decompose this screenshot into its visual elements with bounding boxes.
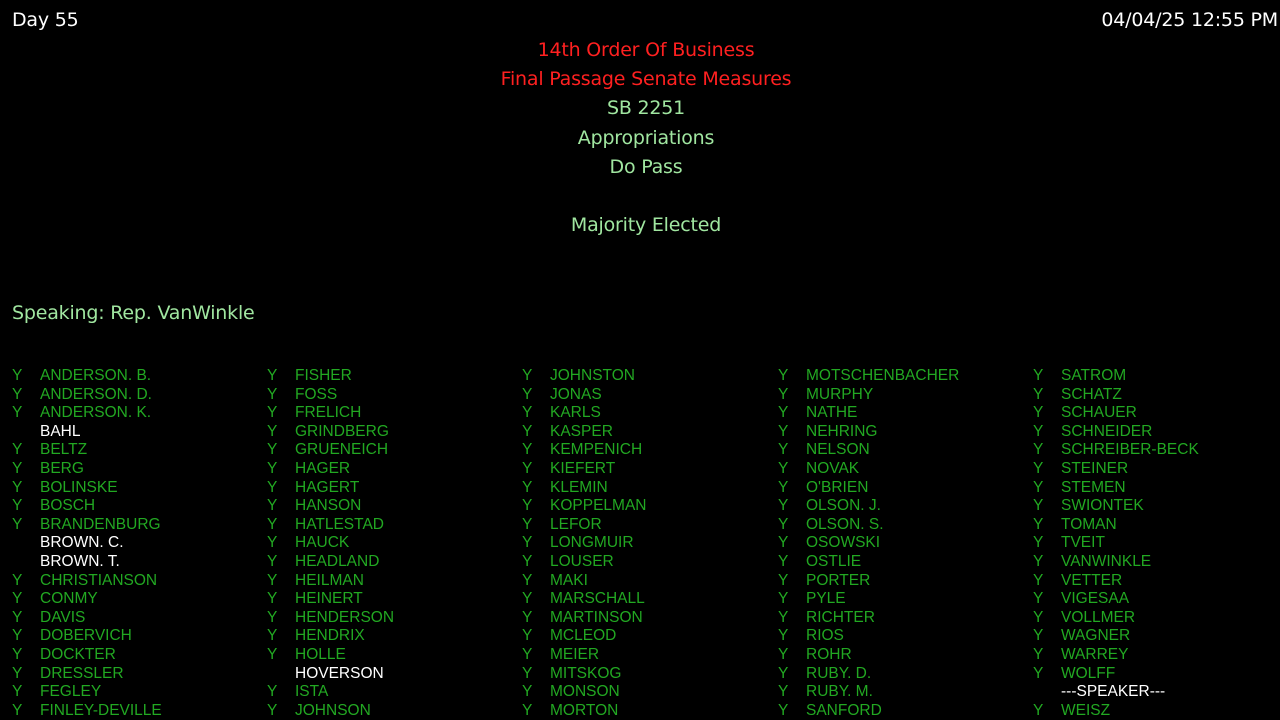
member-name: WARREY bbox=[1061, 645, 1129, 663]
vote-indicator: Y bbox=[1033, 422, 1044, 440]
member-name: NOVAK bbox=[806, 459, 860, 477]
vote-indicator: Y bbox=[1033, 571, 1044, 589]
vote-indicator: Y bbox=[522, 590, 533, 608]
vote-indicator: Y bbox=[1033, 701, 1044, 719]
vote-indicator: Y bbox=[778, 441, 789, 459]
vote-indicator: Y bbox=[1033, 664, 1044, 682]
vote-indicator: Y bbox=[522, 664, 533, 682]
vote-indicator: Y bbox=[1033, 385, 1044, 403]
vote-indicator: Y bbox=[1033, 404, 1044, 422]
vote-indicator: Y bbox=[267, 459, 278, 477]
member-name: ---SPEAKER--- bbox=[1061, 683, 1166, 701]
member-name: DAVIS bbox=[40, 608, 86, 626]
member-name: BROWN. C. bbox=[40, 534, 124, 552]
member-name: BRANDENBURG bbox=[40, 515, 161, 533]
vote-indicator: Y bbox=[12, 385, 23, 403]
member-name: KARLS bbox=[550, 404, 601, 422]
member-name: PORTER bbox=[806, 571, 871, 589]
session-day: Day 55 bbox=[12, 9, 79, 31]
vote-indicator: Y bbox=[267, 608, 278, 626]
member-name: VETTER bbox=[1061, 571, 1123, 589]
member-name: WEISZ bbox=[1061, 701, 1111, 719]
member-name: MARTINSON bbox=[550, 608, 643, 626]
member-name: HOVERSON bbox=[295, 664, 384, 682]
member-name: LONGMUIR bbox=[550, 534, 634, 552]
member-name: O'BRIEN bbox=[806, 478, 869, 496]
member-name: SCHNEIDER bbox=[1061, 422, 1153, 440]
vote-indicator: Y bbox=[778, 367, 789, 384]
member-name: KASPER bbox=[550, 422, 613, 440]
member-name: JOHNSTON bbox=[550, 367, 635, 384]
vote-indicator: Y bbox=[12, 683, 23, 701]
member-name: MCLEOD bbox=[550, 627, 617, 645]
vote-indicator: Y bbox=[267, 441, 278, 459]
member-name: DRESSLER bbox=[40, 664, 124, 682]
member-name: PYLE bbox=[806, 590, 846, 608]
vote-indicator: Y bbox=[778, 478, 789, 496]
vote-indicator: Y bbox=[12, 664, 23, 682]
member-name: TVEIT bbox=[1061, 534, 1105, 552]
vote-indicator: Y bbox=[267, 534, 278, 552]
member-name: VIGESAA bbox=[1061, 590, 1130, 608]
vote-indicator: Y bbox=[778, 590, 789, 608]
member-name: HANSON bbox=[295, 497, 362, 515]
vote-indicator: Y bbox=[522, 422, 533, 440]
vote-indicator: Y bbox=[267, 683, 278, 701]
member-name: OLSON. J. bbox=[806, 497, 881, 515]
member-name: WOLFF bbox=[1061, 664, 1116, 682]
vote-indicator: Y bbox=[267, 571, 278, 589]
vote-indicator: Y bbox=[522, 404, 533, 422]
order-of-business: 14th Order Of Business bbox=[537, 39, 755, 61]
vote-indicator: Y bbox=[267, 478, 278, 496]
member-name: KLEMIN bbox=[550, 478, 608, 496]
vote-indicator: Y bbox=[1033, 367, 1044, 384]
member-name: RUBY. M. bbox=[806, 683, 873, 701]
vote-indicator: Y bbox=[1033, 608, 1044, 626]
member-name: HATLESTAD bbox=[295, 515, 384, 533]
vote-indicator: Y bbox=[1033, 552, 1044, 570]
member-name: JOHNSON bbox=[295, 701, 371, 719]
vote-indicator: Y bbox=[778, 515, 789, 533]
member-name: HENDRIX bbox=[295, 627, 365, 645]
vote-indicator: Y bbox=[267, 590, 278, 608]
vote-indicator: Y bbox=[778, 571, 789, 589]
member-name: FISHER bbox=[295, 367, 352, 384]
vote-indicator: Y bbox=[12, 478, 23, 496]
vote-indicator: Y bbox=[1033, 627, 1044, 645]
vote-indicator: Y bbox=[12, 497, 23, 515]
member-name: NEHRING bbox=[806, 422, 878, 440]
vote-indicator: Y bbox=[522, 367, 533, 384]
member-name: MURPHY bbox=[806, 385, 874, 403]
member-name: JONAS bbox=[550, 385, 602, 403]
vote-indicator: Y bbox=[778, 627, 789, 645]
committee: Appropriations bbox=[577, 127, 715, 149]
member-name: MAKI bbox=[550, 571, 588, 589]
member-name: HEINERT bbox=[295, 590, 363, 608]
member-name: RIOS bbox=[806, 627, 844, 645]
member-name: FOSS bbox=[295, 385, 338, 403]
member-name: NELSON bbox=[806, 441, 870, 459]
member-name: STEMEN bbox=[1061, 478, 1126, 496]
member-name: HEILMAN bbox=[295, 571, 364, 589]
vote-indicator: Y bbox=[522, 608, 533, 626]
member-name: ANDERSON. D. bbox=[40, 385, 152, 403]
member-name: HAGERT bbox=[295, 478, 360, 496]
member-name: MARSCHALL bbox=[550, 590, 645, 608]
vote-indicator: Y bbox=[12, 627, 23, 645]
member-name: LOUSER bbox=[550, 552, 614, 570]
vote-indicator: Y bbox=[12, 571, 23, 589]
vote-indicator: Y bbox=[267, 627, 278, 645]
member-name: BERG bbox=[40, 459, 84, 477]
member-name: SCHAUER bbox=[1061, 404, 1137, 422]
vote-indicator: Y bbox=[267, 385, 278, 403]
vote-indicator: Y bbox=[267, 404, 278, 422]
vote-indicator: Y bbox=[778, 683, 789, 701]
member-name: FEGLEY bbox=[40, 683, 102, 701]
order-description: Final Passage Senate Measures bbox=[500, 68, 792, 90]
member-name: SATROM bbox=[1061, 367, 1127, 384]
vote-indicator: Y bbox=[12, 459, 23, 477]
vote-indicator: Y bbox=[522, 385, 533, 403]
member-name: DOBERVICH bbox=[40, 627, 132, 645]
member-name: ROHR bbox=[806, 645, 852, 663]
member-name: ANDERSON. B. bbox=[40, 367, 152, 384]
bill-number: SB 2251 bbox=[606, 97, 686, 119]
vote-indicator: Y bbox=[778, 608, 789, 626]
vote-indicator: Y bbox=[12, 645, 23, 663]
vote-indicator: Y bbox=[1033, 478, 1044, 496]
member-name: BOSCH bbox=[40, 497, 96, 515]
member-name: SWIONTEK bbox=[1061, 497, 1144, 515]
member-name: OLSON. S. bbox=[806, 515, 884, 533]
member-name: SCHREIBER-BECK bbox=[1061, 441, 1199, 459]
vote-indicator: Y bbox=[778, 701, 789, 719]
date-time: 04/04/25 12:55 PM bbox=[1101, 9, 1278, 31]
vote-indicator: Y bbox=[522, 645, 533, 663]
member-name: SANFORD bbox=[806, 701, 882, 719]
vote-indicator: Y bbox=[778, 664, 789, 682]
vote-indicator: Y bbox=[12, 441, 23, 459]
vote-indicator: Y bbox=[522, 497, 533, 515]
member-name: CHRISTIANSON bbox=[40, 571, 158, 589]
vote-indicator: Y bbox=[1033, 645, 1044, 663]
vote-indicator: Y bbox=[778, 404, 789, 422]
member-name: MONSON bbox=[550, 683, 620, 701]
member-name: MOTSCHENBACHER bbox=[806, 367, 960, 384]
vote-requirement: Majority Elected bbox=[570, 214, 722, 236]
vote-indicator: Y bbox=[522, 683, 533, 701]
member-name: STEINER bbox=[1061, 459, 1129, 477]
vote-indicator: Y bbox=[522, 701, 533, 719]
member-name: RICHTER bbox=[806, 608, 875, 626]
vote-indicator: Y bbox=[1033, 441, 1044, 459]
member-name: FINLEY-DEVILLE bbox=[40, 701, 162, 719]
member-name: GRUENEICH bbox=[295, 441, 389, 459]
vote-indicator: Y bbox=[267, 422, 278, 440]
vote-indicator: Y bbox=[778, 534, 789, 552]
member-name: GRINDBERG bbox=[295, 422, 389, 440]
vote-indicator: Y bbox=[267, 515, 278, 533]
vote-indicator: Y bbox=[778, 459, 789, 477]
vote-indicator: Y bbox=[522, 627, 533, 645]
vote-indicator: Y bbox=[778, 422, 789, 440]
vote-indicator: Y bbox=[522, 552, 533, 570]
member-name: HENDERSON bbox=[295, 608, 395, 626]
vote-indicator: Y bbox=[778, 645, 789, 663]
member-name: RUBY. D. bbox=[806, 664, 872, 682]
vote-indicator: Y bbox=[1033, 515, 1044, 533]
member-name: TOMAN bbox=[1061, 515, 1117, 533]
vote-indicator: Y bbox=[267, 701, 278, 719]
vote-indicator: Y bbox=[522, 534, 533, 552]
member-name: BAHL bbox=[40, 422, 81, 440]
vote-indicator: Y bbox=[12, 367, 23, 384]
vote-indicator: Y bbox=[267, 497, 278, 515]
member-name: SCHATZ bbox=[1061, 385, 1122, 403]
member-name: WAGNER bbox=[1061, 627, 1131, 645]
member-name: ISTA bbox=[295, 683, 329, 701]
vote-indicator: Y bbox=[1033, 459, 1044, 477]
vote-indicator: Y bbox=[522, 571, 533, 589]
member-name: HEADLAND bbox=[295, 552, 380, 570]
member-name: OSOWSKI bbox=[806, 534, 881, 552]
member-name: ANDERSON. K. bbox=[40, 404, 152, 422]
vote-indicator: Y bbox=[12, 404, 23, 422]
vote-indicator: Y bbox=[12, 701, 23, 719]
vote-indicator: Y bbox=[1033, 590, 1044, 608]
vote-indicator: Y bbox=[267, 367, 278, 384]
member-name: MORTON bbox=[550, 701, 619, 719]
vote-indicator: Y bbox=[267, 552, 278, 570]
member-name: MEIER bbox=[550, 645, 600, 663]
member-name: VANWINKLE bbox=[1061, 552, 1152, 570]
vote-indicator: Y bbox=[267, 645, 278, 663]
vote-indicator: Y bbox=[522, 515, 533, 533]
vote-indicator: Y bbox=[12, 590, 23, 608]
member-name: VOLLMER bbox=[1061, 608, 1136, 626]
vote-indicator: Y bbox=[12, 515, 23, 533]
vote-indicator: Y bbox=[12, 608, 23, 626]
vote-indicator: Y bbox=[778, 497, 789, 515]
member-name: KIEFERT bbox=[550, 459, 616, 477]
member-name: BELTZ bbox=[40, 441, 88, 459]
recommendation: Do Pass bbox=[609, 156, 683, 178]
member-name: MITSKOG bbox=[550, 664, 622, 682]
vote-indicator: Y bbox=[522, 459, 533, 477]
member-name: DOCKTER bbox=[40, 645, 116, 663]
vote-indicator: Y bbox=[522, 478, 533, 496]
member-name: HAUCK bbox=[295, 534, 350, 552]
member-name: HAGER bbox=[295, 459, 351, 477]
member-name: LEFOR bbox=[550, 515, 602, 533]
speaking-member: Speaking: Rep. VanWinkle bbox=[12, 302, 255, 324]
member-name: BOLINSKE bbox=[40, 478, 118, 496]
member-name: NATHE bbox=[806, 404, 858, 422]
vote-indicator: Y bbox=[522, 441, 533, 459]
vote-indicator: Y bbox=[1033, 497, 1044, 515]
vote-indicator: Y bbox=[1033, 534, 1044, 552]
vote-indicator: Y bbox=[778, 385, 789, 403]
member-name: BROWN. T. bbox=[40, 552, 120, 570]
member-name: HOLLE bbox=[295, 645, 346, 663]
vote-indicator: Y bbox=[778, 552, 789, 570]
member-name: KOPPELMAN bbox=[550, 497, 647, 515]
member-name: OSTLIE bbox=[806, 552, 862, 570]
member-name: CONMY bbox=[40, 590, 98, 608]
member-name: KEMPENICH bbox=[550, 441, 643, 459]
member-name: FRELICH bbox=[295, 404, 362, 422]
